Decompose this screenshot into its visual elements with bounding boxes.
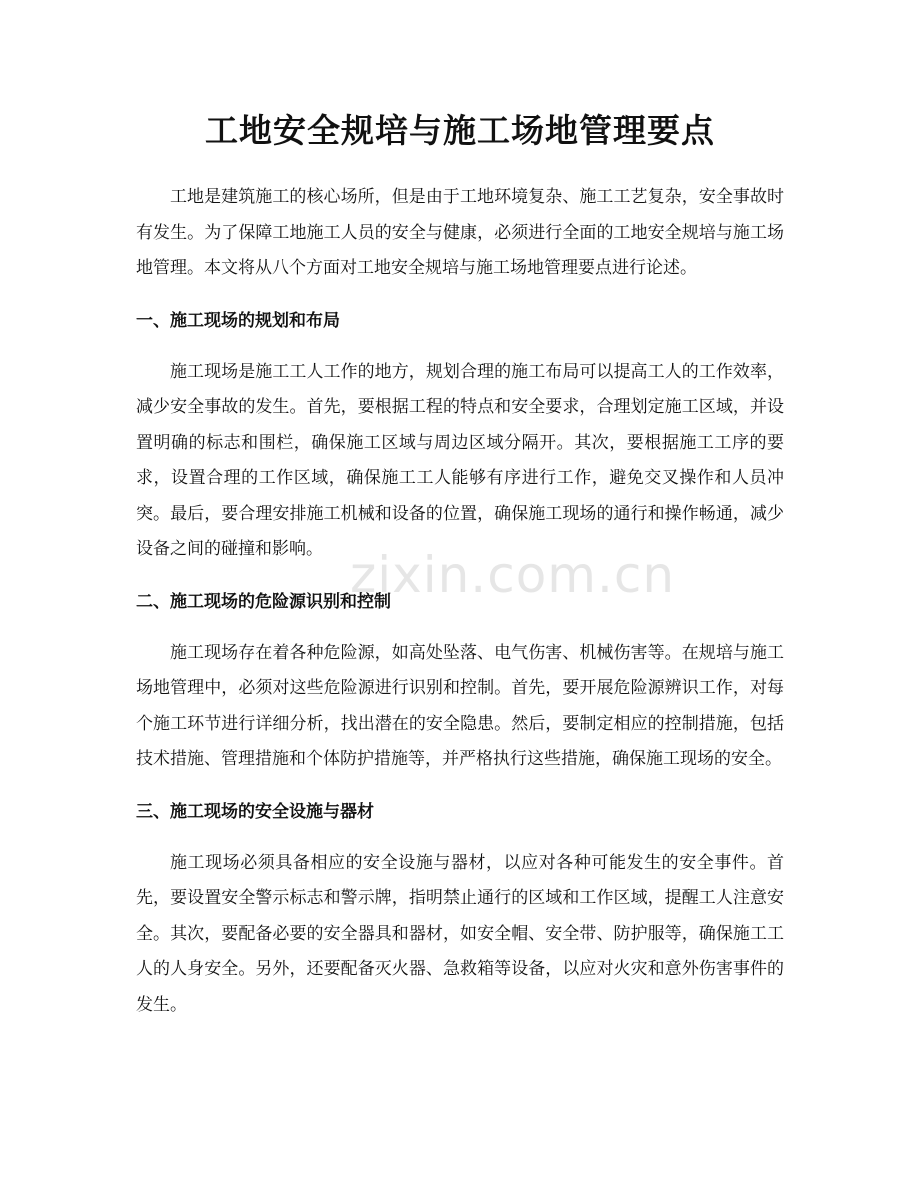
section-body-3: 施工现场必须具备相应的安全设施与器材，以应对各种可能发生的安全事件。首先，要设置安全警示标志和警示牌，指明禁止通行的区域和工作区域，提醒工人注意安全。其次，要配备必要的安全器具和器材，如安全帽、安全带、防护服等，确保施工工人的人身安全。另外，还要配备灭火器、急救箱等设备，以应对火灾和意外伤害事件的发生。	[136, 852, 784, 1015]
document-title: 工地安全规培与施工场地管理要点	[205, 111, 715, 150]
document-body	[136, 180, 784, 1023]
section-body-2: 施工现场存在着各种危险源，如高处坠落、电气伤害、机械伤害等。在规培与施工场地管理中，必须对这些危险源进行识别和控制。首先，要开展危险源辨识工作，对每个施工环节进行详细分析，找出潜在的安全隐患。然后，要制定相应的控制措施，包括技术措施、管理措施和个体防护措施等，并严格执行这些措施，确保施工现场的安全。	[136, 642, 784, 769]
section-body-1: 施工现场是施工工人工作的地方，规划合理的施工布局可以提高工人的工作效率，减少安全事故的发生。首先，要根据工程的特点和安全要求，合理划定施工区域，并设置明确的标志和围栏，确保施工区域与周边区域分隔开。其次，要根据施工工序的要求，设置合理的工作区域，确保施工工人能够有序进行工作，避免交叉操作和人员冲突。最后，要合理安排施工机械和设备的位置，确保施工现场的通行和操作畅通，减少设备之间的碰撞和影响。	[136, 361, 784, 559]
section-heading-1: 一、施工现场的规划和布局	[136, 310, 340, 331]
section-heading-2: 二、施工现场的危险源识别和控制	[136, 591, 391, 612]
intro-paragraph: 工地是建筑施工的核心场所，但是由于工地环境复杂、施工工艺复杂，安全事故时有发生。为了保障工地施工人员的安全与健康，必须进行全面的工地安全规培与施工场地管理。本文将从八个方面对工地安全规培与施工场地管理要点进行论述。	[136, 187, 784, 278]
section-heading-3: 三、施工现场的安全设施与器材	[136, 801, 374, 822]
svg-text:zixin.com.cn: zixin.com.cn	[350, 546, 676, 604]
